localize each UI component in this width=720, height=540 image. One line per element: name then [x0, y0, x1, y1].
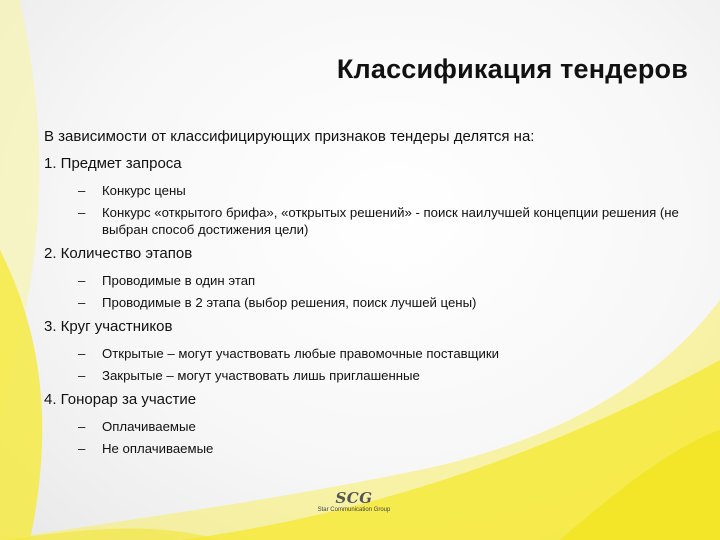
slide-title: Классификация тендеров [336, 54, 688, 84]
section-items [44, 272, 684, 311]
list-item [44, 294, 684, 311]
list-item [44, 345, 684, 362]
list-item-text: Не оплачиваемые [102, 441, 214, 456]
section-title: 2. Количество этапов [44, 245, 193, 262]
list-item-text: Проводимые в 2 этапа (выбор решения, поиск лучшей цены) [102, 295, 477, 310]
bullet-dash: – [78, 368, 86, 383]
bullet-dash: – [78, 273, 86, 288]
bullet-dash: – [78, 419, 86, 434]
list-item [44, 367, 684, 384]
list-item [44, 440, 684, 457]
bullet-dash: – [78, 346, 86, 361]
bullet-dash: – [78, 295, 86, 310]
list-item-text: Оплачиваемые [102, 419, 196, 434]
section-items [44, 418, 684, 457]
list-item [44, 204, 684, 238]
section-title: 3. Круг участников [44, 318, 173, 335]
company-logo [312, 490, 396, 534]
intro-text: В зависимости от классифицирующих признаков тендеры делятся на: [44, 128, 535, 145]
section-subject [44, 155, 684, 238]
section-items [44, 182, 684, 238]
section-items [44, 345, 684, 384]
section-title: 1. Предмет запроса [44, 155, 182, 172]
logo-text: Star Communication Group [317, 507, 391, 513]
list-item [44, 182, 684, 199]
list-item-text: Проводимые в один этап [102, 273, 256, 288]
logo-mark: SCG [335, 489, 373, 507]
list-item-text: Конкурс цены [102, 183, 186, 198]
list-item-text: Открытые – могут участвовать любые правомочные поставщики [102, 346, 500, 361]
list-item [44, 418, 684, 435]
bullet-dash: – [78, 183, 86, 198]
bullet-dash: – [78, 205, 86, 220]
list-item-text: Закрытые – могут участвовать лишь приглашенные [102, 368, 420, 383]
section-participants [44, 318, 684, 384]
section-title: 4. Гонорар за участие [44, 391, 197, 408]
section-fee [44, 391, 684, 457]
slide-body [44, 128, 684, 464]
list-item-text: Конкурс «открытого брифа», «открытых решений» - поиск наилучшей концепции решения (не выбран способ достижения цели) [102, 205, 679, 237]
bullet-dash: – [78, 441, 86, 456]
section-stages [44, 245, 684, 311]
list-item [44, 272, 684, 289]
